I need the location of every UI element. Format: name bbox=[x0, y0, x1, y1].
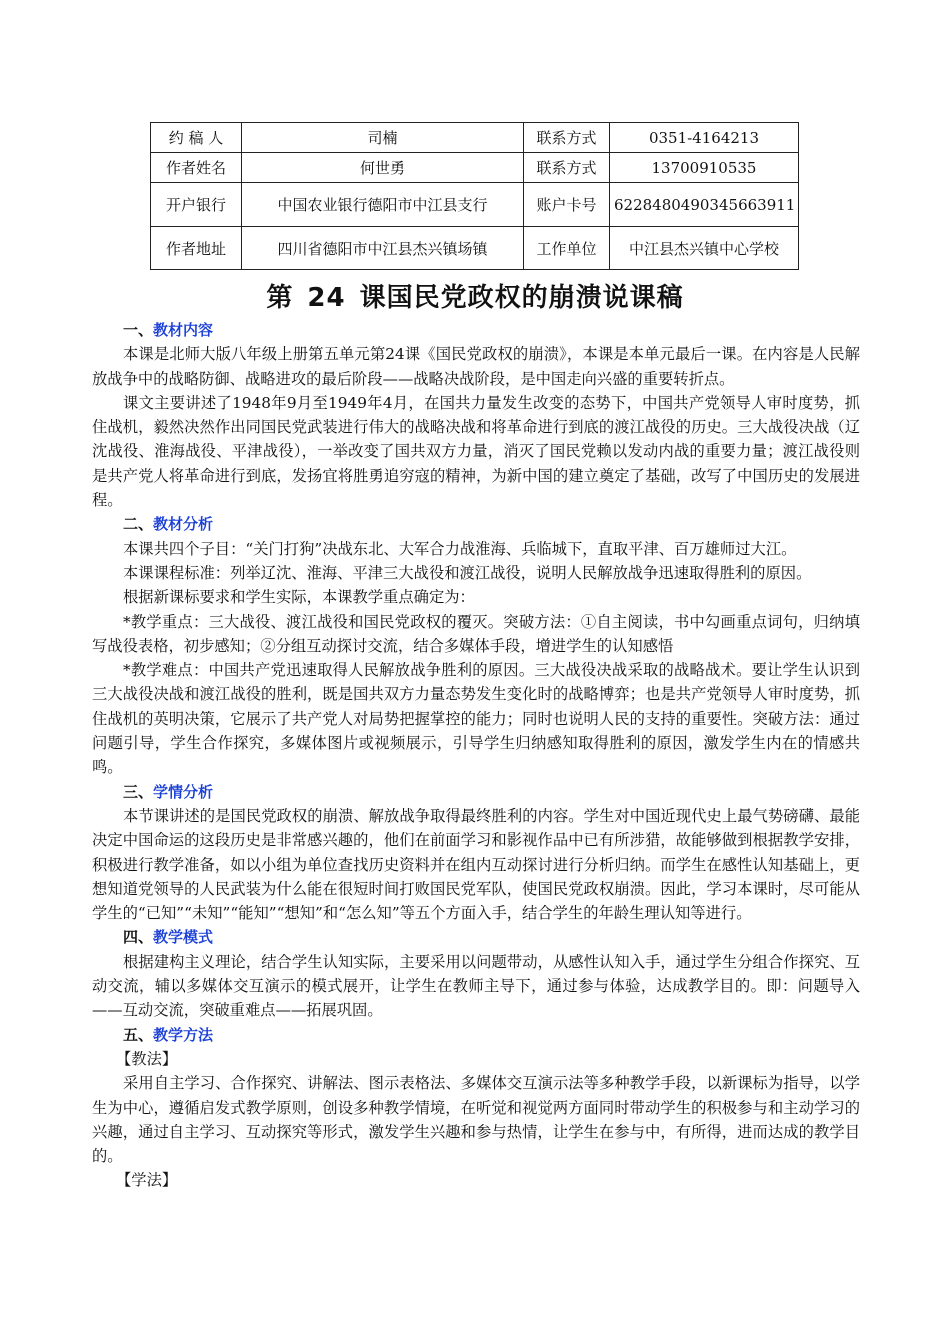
subheading-learning-method: 【学法】 bbox=[116, 1171, 178, 1190]
section-title: 教材内容 bbox=[153, 321, 214, 339]
table-row bbox=[151, 123, 799, 153]
title-suffix: 课国民党政权的崩溃说课稿 bbox=[359, 283, 684, 313]
section-title: 教材分析 bbox=[153, 515, 214, 534]
page-title bbox=[0, 277, 950, 314]
table-cell-value: 13700910535 bbox=[610, 153, 799, 183]
paragraph: 根据建构主义理论，结合学生认知实际，主要采用以问题带动，从感性认知入手，通过学生分组合作探究、互动交流，辅以多媒体交互演示的模式展开，让学生在教师主导下，通过参与体验，达成教学目的。即：问题导入——互动交流，突破重难点——拓展巩固。 bbox=[92, 952, 860, 1020]
table-cell-label: 联系方式 bbox=[524, 153, 610, 183]
subheading-teaching-method: 【教法】 bbox=[116, 1049, 178, 1068]
table-row bbox=[151, 227, 799, 270]
table-cell-label: 作者姓名 bbox=[151, 153, 242, 183]
paragraph: 采用自主学习、合作探究、讲解法、图示表格法、多媒体交互演示法等多种教学手段，以新课标为指导，以学生为中心，遵循启发式教学原则，创设多种教学情境，在听觉和视觉两方面同时带动学生的积极参与和主动学习的兴趣，通过自主学习、互动探究等形式，激发学生兴趣和参与热情，让学生在参与中，有所得，进而达成的教学目的。 bbox=[92, 1074, 860, 1166]
title-number: 24 bbox=[307, 283, 346, 313]
section-5 bbox=[92, 1023, 860, 1193]
section-1 bbox=[92, 318, 860, 512]
section-3 bbox=[92, 780, 860, 926]
table-cell-label: 约 稿 人 bbox=[151, 123, 242, 153]
title-prefix: 第 bbox=[266, 283, 294, 313]
section-number: 四、 bbox=[123, 928, 154, 947]
section-heading bbox=[92, 1023, 860, 1047]
table-cell-value: 中国农业银行德阳市中江县支行 bbox=[242, 183, 524, 227]
paragraph: 本课是北师大版八年级上册第五单元第24课《国民党政权的崩溃》，本课是本单元最后一课。在内容是人民解放战争中的战略防御、战略进攻的最后阶段——战略决战阶段，是中国走向兴盛的重要转折点。 bbox=[92, 345, 860, 388]
paragraph: *教学难点：中国共产党迅速取得人民解放战争胜利的原因。三大战役决战采取的战略战术。要让学生认识到三大战役决战和渡江战役的胜利，既是国共双方力量态势发生变化时的战略博弈；也是共产党领导人审时度势，抓住战机的英明决策，它展示了共产党人对局势把握掌控的能力；同时也说明人民的支持的重要性。突破方法：通过问题引导，学生合作探究，多媒体图片或视频展示，引导学生归纳感知取得胜利的原因，激发学生内在的情感共鸣。 bbox=[92, 661, 860, 777]
table-cell-label: 账户卡号 bbox=[524, 183, 610, 227]
section-heading bbox=[92, 925, 860, 949]
section-number: 二、 bbox=[123, 515, 154, 534]
section-title: 教学模式 bbox=[153, 928, 214, 947]
paragraph: 本节课讲述的是国民党政权的崩溃、解放战争取得最终胜利的内容。学生对中国近现代史上最气势磅礴、最能决定中国命运的这段历史是非常感兴趣的，他们在前面学习和影视作品中已有所涉猎，故能够做到根据教学安排，积极进行教学准备，如以小组为单位查找历史资料并在组内互动探讨进行分析归纳。而学生在感性认知基础上，更想知道党领导的人民武装为什么能在很短时间打败国民党军队，使国民党政权崩溃。因此，学习本课时，尽可能从学生的“已知”“未知”“能知”“想知”和“怎么知”等五个方面入手，结合学生的年龄生理认知等进行。 bbox=[92, 806, 860, 923]
table-cell-value: 中江县杰兴镇中心学校 bbox=[610, 227, 799, 270]
section-heading bbox=[92, 318, 860, 342]
table-cell-value: 6228480490345663911 bbox=[610, 183, 799, 227]
table-cell-value: 司楠 bbox=[242, 123, 524, 153]
section-number: 一、 bbox=[123, 321, 154, 339]
section-heading bbox=[92, 512, 860, 536]
table-cell-label: 工作单位 bbox=[524, 227, 610, 270]
table-cell-label: 联系方式 bbox=[524, 123, 610, 153]
table-cell-value: 0351-4164213 bbox=[610, 123, 799, 153]
section-heading bbox=[92, 780, 860, 804]
section-title: 教学方法 bbox=[153, 1025, 214, 1044]
paragraph: 根据新课标要求和学生实际，本课教学重点确定为： bbox=[123, 588, 475, 607]
paragraph: 课文主要讲述了1948年9月至1949年4月，在国共力量发生改变的态势下，中国共产党领导人审时度势，抓住战机，毅然决然作出同国民党武装进行伟大的战略决战和将革命进行到底的渡江战役的历史。三大战役决战（辽沈战役、淮海战役、平津战役），一举改变了国共双方力量，消灭了国民党赖以发动内战的重要力量；渡江战役则是共产党人将革命进行到底，发扬宜将胜勇追穷寇的精神，为新中国的建立奠定了基础，改写了中国历史的发展进程。 bbox=[92, 393, 860, 510]
section-2 bbox=[92, 512, 860, 779]
table-cell-value: 四川省德阳市中江县杰兴镇场镇 bbox=[242, 227, 524, 270]
section-number: 三、 bbox=[123, 782, 154, 801]
paragraph: 本课课程标准：列举辽沈、淮海、平津三大战役和渡江战役，说明人民解放战争迅速取得胜利的原因。 bbox=[123, 563, 812, 582]
section-number: 五、 bbox=[123, 1025, 154, 1044]
section-title: 学情分析 bbox=[153, 782, 214, 801]
author-info-table bbox=[150, 122, 799, 270]
table-cell-label: 作者地址 bbox=[151, 227, 242, 270]
table-cell-label: 开户银行 bbox=[151, 183, 242, 227]
paragraph: 本课共四个子目：“关门打狗”决战东北、大军合力战淮海、兵临城下，直取平津、百万雄师过大江。 bbox=[123, 539, 797, 558]
table-cell-value: 何世勇 bbox=[242, 153, 524, 183]
document-body bbox=[92, 318, 860, 1193]
paragraph: *教学重点：三大战役、渡江战役和国民党政权的覆灭。突破方法：①自主阅读，书中勾画重点词句，归纳填写战役表格，初步感知；②分组互动探讨交流，结合多媒体手段，增进学生的认知感悟 bbox=[92, 612, 860, 655]
section-4 bbox=[92, 925, 860, 1022]
table-row bbox=[151, 153, 799, 183]
table-row bbox=[151, 183, 799, 227]
